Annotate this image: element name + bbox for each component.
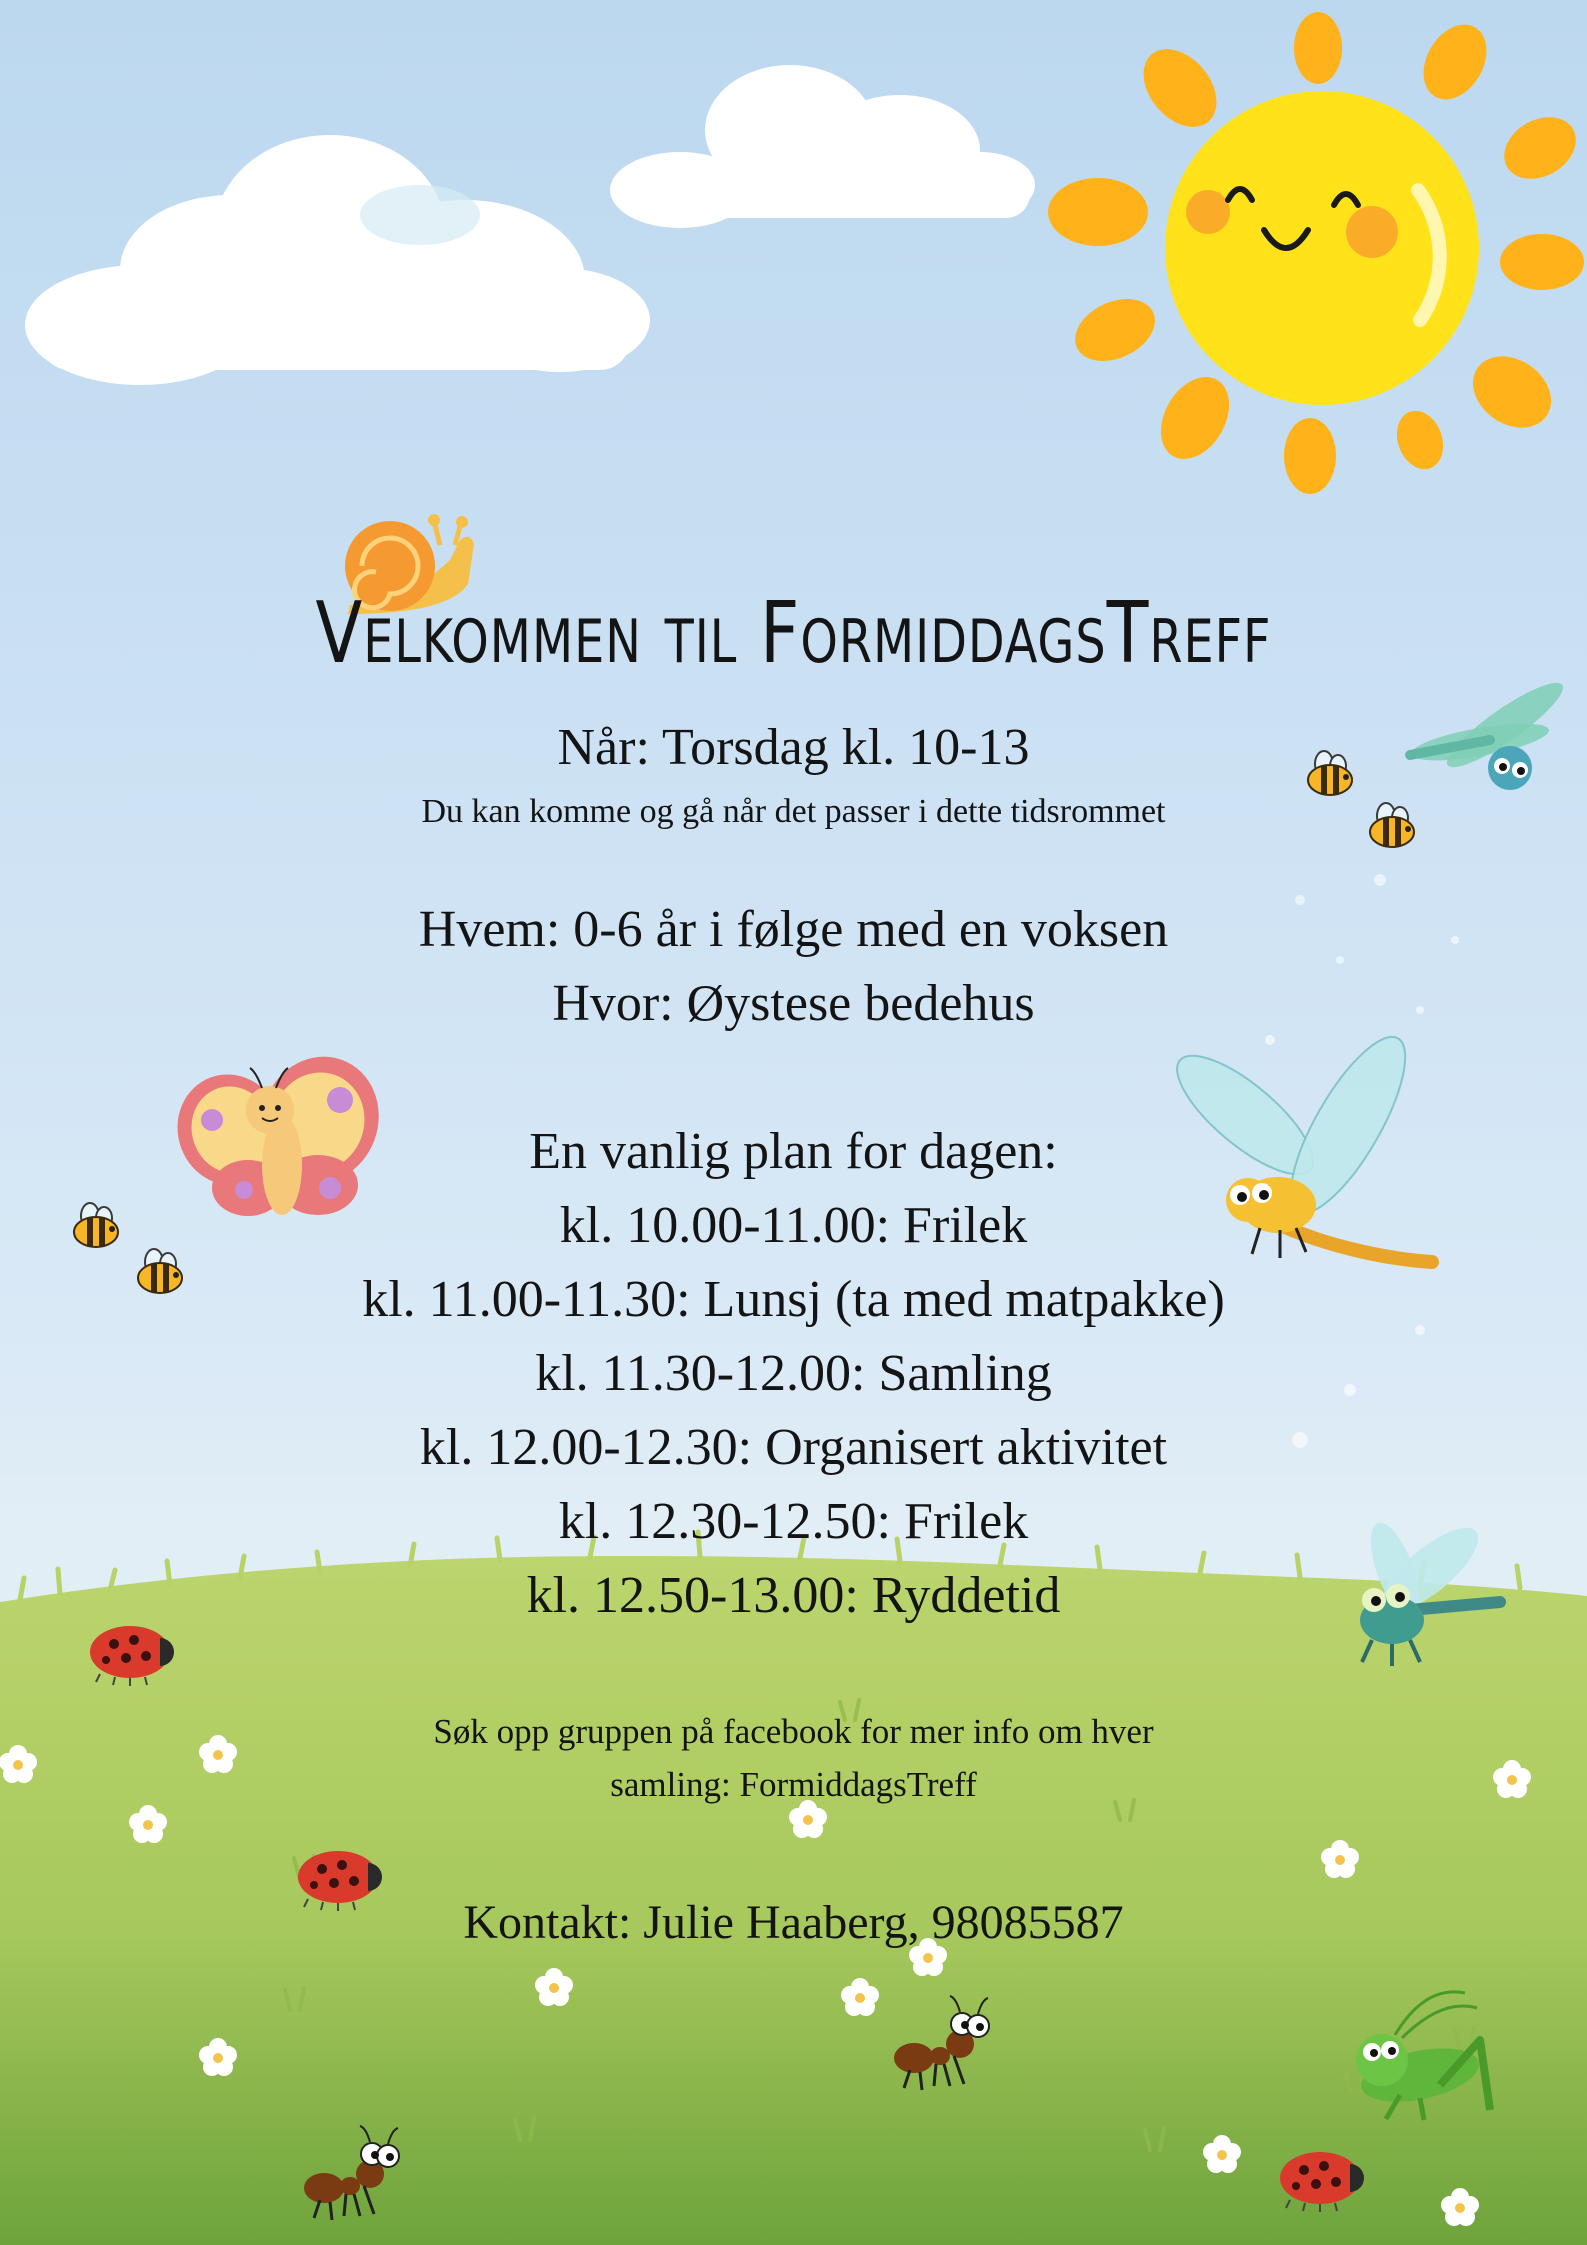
plan-item: kl. 11.00-11.30: Lunsj (ta med matpakke) [362, 1271, 1225, 1328]
who-text: Hvem: 0-6 år i følge med en voksen [418, 901, 1169, 958]
facebook-info-line-2: samling: FormiddagsTreff [610, 1765, 977, 1804]
page-title: Velkommen til FormiddagsTreff [315, 582, 1272, 683]
plan-item: kl. 12.30-12.50: Frilek [558, 1493, 1029, 1550]
cloud-right [610, 65, 1035, 228]
contact-text: Kontakt: Julie Haaberg, 98085587 [463, 1896, 1124, 1949]
plan-item: kl. 12.50-13.00: Ryddetid [526, 1567, 1061, 1624]
facebook-info-line-1: Søk opp gruppen på facebook for mer info om hver [433, 1712, 1154, 1751]
plan-heading: En vanlig plan for dagen: [529, 1123, 1058, 1180]
where-text: Hvor: Øystese bedehus [552, 975, 1035, 1032]
plan-item: kl. 11.30-12.00: Samling [535, 1345, 1052, 1402]
sun [1048, 12, 1587, 494]
when-text: Når: Torsdag kl. 10-13 [557, 719, 1030, 776]
plan-item: kl. 12.00-12.30: Organisert aktivitet [419, 1419, 1168, 1476]
plan-item: kl. 10.00-11.00: Frilek [559, 1197, 1028, 1254]
cloud-left [25, 135, 650, 385]
when-note: Du kan komme og gå når det passer i dette tidsrommet [421, 793, 1166, 830]
